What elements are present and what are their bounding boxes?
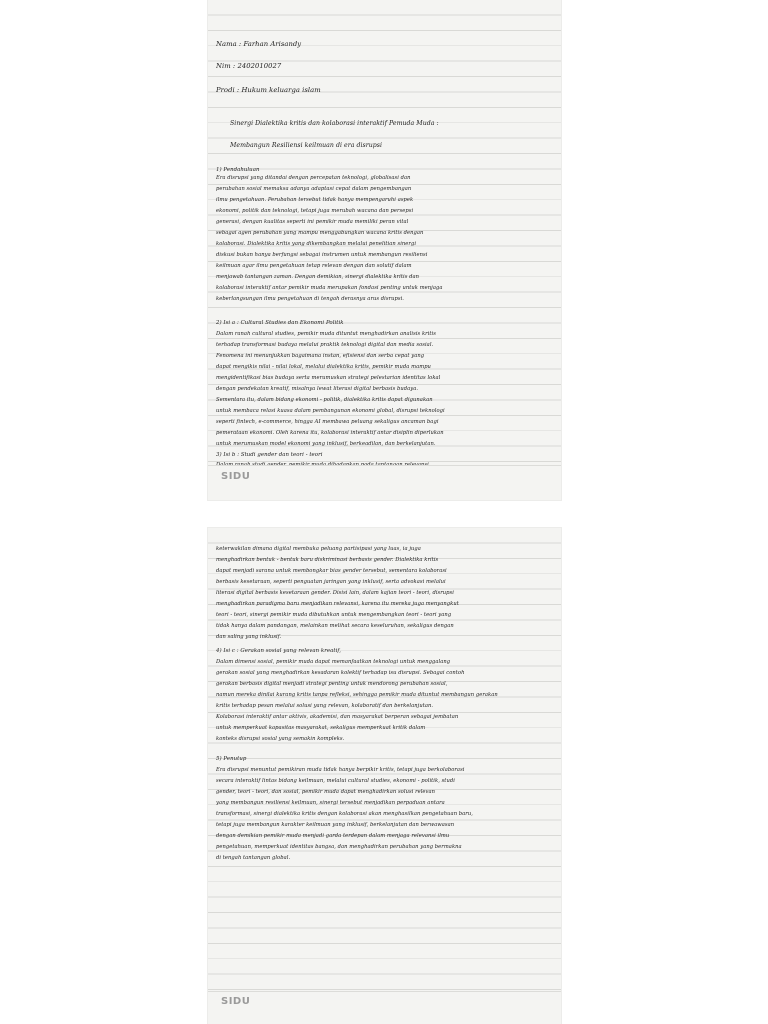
paragraph-line: untuk membaca relasi kuasa dalam pembangunan ekonomi global, disrupsi teknologi — [216, 408, 445, 414]
paragraph-line: Era disrupsi yang ditandai dengan percepatan teknologi, globalisasi dan — [216, 175, 411, 181]
paragraph-line: transformasi, sinergi dialektika kritis dengan kolaborasi akan menghasilkan pengetahuan baru, — [216, 811, 473, 817]
paragraph-line: secara interaktif lintas bidang keilmuan, melalui cultural studies, ekonomi - politik, studi — [216, 778, 455, 784]
paragraph-line: tetapi juga membangun karakter keilmuan yang inklusif, berkelanjutan dan berwawasan — [216, 822, 455, 828]
section-heading-introduction: 1) Pendahuluan — [216, 167, 260, 173]
paragraph-line: dan saling yang inklusif. — [216, 634, 282, 640]
student-nim: Nim : 2402010027 — [216, 62, 282, 70]
paragraph-line: keilmuan agar ilmu pengetahuan tetap relevan dengan dan solutif dalam — [216, 263, 412, 269]
paragraph-line: diskusi bukan hanya berfungsi sebagai instrumen untuk membangun resiliensi — [216, 252, 428, 258]
paragraph-line: keterwakilan dimana digital membuka peluang partisipasi yang luas, ia juga — [216, 546, 421, 552]
paragraph-line: generasi, dengan kualitas seperti ini pemikir muda memiliki peran vital — [216, 219, 409, 225]
paragraph-line: Era disrupsi menuntut pemikiran muda tidak hanya berpikir kritis, tetapi juga berkolaborasi — [216, 767, 465, 773]
notebook-page-1 — [208, 0, 561, 500]
essay-title-line-1: Sinergi Dialektika kritis dan kolaborasi interaktif Pemuda Muda : — [230, 120, 439, 127]
paragraph-line: pemerataan ekonomi. Oleh karena itu, kolaborasi interaktif antar disiplin diperlukan — [216, 430, 444, 436]
paragraph-line: di tengah tantangan global. — [216, 855, 291, 861]
brand-logo: SIDU — [221, 471, 251, 482]
paragraph-line: mengidentifikasi bias budaya serta merumuskan strategi pelestarian identitas lokal — [216, 375, 441, 381]
paragraph-line: pengetahuan, memperkuat identitas bangsa, dan menghadirkan perubahan yang bermakna — [216, 844, 462, 850]
paragraph-line: gerakan sosial yang menghadirkan kesadaran kolektif terhadap isu disrupsi. Sebagai contoh — [216, 670, 465, 676]
section-heading-gender-studies: 3) Isi b : Studi gender dan teori - teori — [216, 452, 323, 458]
paragraph-line: dapat menjadi sarana untuk membongkar bias gender tersebut, sementara kolaborasi — [216, 568, 447, 574]
paragraph-line: berbasis kesetaraan, seperti penguatan jaringan yang inklusif, serta advokasi melalui — [216, 579, 446, 585]
essay-title-line-2: Membangun Resiliensi keilmuan di era disrupsi — [230, 142, 383, 149]
section-heading-cultural-studies: 2) Isi a : Cultural Studies dan Ekonomi Politik — [216, 320, 344, 326]
paragraph-line: menjawab tantangan zaman. Dengan demikian, sinergi dialektika kritis dan — [216, 274, 420, 280]
paragraph-line: yang membangun resiliensi keilmuan, sinergi tersebut menjadikan perpaduan antara — [216, 800, 445, 806]
paragraph-line: Kolaborasi interaktif antar aktivis, akademisi, dan masyarakat berperan sebagai jembatan — [216, 714, 459, 720]
paragraph-line: literasi digital berbasis kesetaraan gender. Disisi lain, dalam kajian teori - teori, disrupsi — [216, 590, 454, 596]
paragraph-line: Fenomena ini menunjukkan bagaimana instan, efisiensi dan serba cepat yang — [216, 353, 425, 359]
paragraph-line: Dalam dimensi sosial, pemikir muda dapat memanfaatkan teknologi untuk menggalang — [216, 659, 451, 665]
page-footer — [208, 991, 561, 1024]
paragraph-line: seperti fintech, e-commerce, hingga AI membawa peluang sekaligus ancaman bagi — [216, 419, 439, 425]
paragraph-line: konteks disrupsi sosial yang semakin kompleks. — [216, 736, 345, 742]
paragraph-line: menghadirkan bentuk - bentuk baru diskriminasi berbasis gender. Dialektika kritis — [216, 557, 439, 563]
paragraph-line: gerakan berbasis digital menjadi strategi penting untuk mendorong perubahan sosial, — [216, 681, 448, 687]
paragraph-line: keberlangsungan ilmu pengetahuan di tengah derasnya arus disrupsi. — [216, 296, 404, 302]
student-prodi: Prodi : Hukum keluarga islam — [216, 86, 321, 94]
paragraph-line: kolaborasi interaktif antar pemikir muda merupakan fondasi penting untuk menjaga — [216, 285, 443, 291]
paragraph-line: perubahan sosial memaksa adanya adaptasi cepat dalam pengembangan — [216, 186, 412, 192]
paragraph-line: kritis terhadap pesan melalui solusi yang relevan, kolaboratif dan berkelanjutan. — [216, 703, 434, 709]
paragraph-line: Sementara itu, dalam bidang ekonomi - politik, dialektika kritis dapat digunakan — [216, 397, 433, 403]
paragraph-line: sebagai agen perubahan yang mampu menggabungkan wacana kritis dengan — [216, 230, 424, 236]
paragraph-line: dengan pendekatan kreatif, misalnya lewat literasi digital berbasis budaya. — [216, 386, 419, 392]
paragraph-line: untuk merumuskan model ekonomi yang inklusif, berkeadilan, dan berkelanjutan. — [216, 441, 436, 447]
paragraph-line: teori - teori, sinergi pemikir muda dibutuhkan untuk mengembangkan teori - teori yang — [216, 612, 452, 618]
paragraph-line: gender, teori - teori, dan sosial, pemikir muda dapat menghadirkan solusi relevan — [216, 789, 436, 795]
paragraph-line: dapat mengikis nilai - nilai lokal, melalui dialektika kritis, pemikir muda mampu — [216, 364, 431, 370]
paragraph-line: dengan demikian pemikir muda menjadi garda terdepan dalam menjaga relevansi ilmu — [216, 833, 450, 839]
paragraph-line: namun mereka dinilai kurang kritis tanpa refleksi, sehingga pemikir muda dituntut membangun gerakan — [216, 692, 498, 698]
paragraph-line: kolaborasi. Dialektika kritis yang dikembangkan melalui penelitian sinergi — [216, 241, 417, 247]
section-heading-social-movement: 4) Isi c : Gerakan sosial yang relevan kreatif, — [216, 648, 341, 654]
paragraph-line: terhadap transformasi budaya melalui praktik teknologi digital dan media sosial. — [216, 342, 434, 348]
notebook-page-2 — [208, 528, 561, 1024]
paragraph-line: Dalam ranah cultural studies, pemikir muda dituntut menghadirkan analisis kritis — [216, 331, 436, 337]
paragraph-line: tidak hanya dalam pandangan, melainkan melihat secara keseluruhan, sekaligus dengan — [216, 623, 454, 629]
paragraph-line: untuk memperkuat kapasitas masyarakat, sekaligus memperkuat kritik dalam — [216, 725, 426, 731]
page-footer — [208, 465, 561, 500]
student-name: Nama : Farhan Arisandy — [216, 40, 302, 48]
brand-logo: SIDU — [221, 996, 251, 1007]
paragraph-line: ilmu pengetahuan. Perubahan tersebut tidak hanya mempengaruhi aspek — [216, 197, 414, 203]
paragraph-line: ekonomi, politik dan teknologi, tetapi juga merubah wacana dan persepsi — [216, 208, 414, 214]
section-heading-conclusion: 5) Penutup — [216, 756, 247, 762]
paragraph-line: menghadirkan paradigma baru menjadikan relevansi, karena itu mereka juga menyangkut — [216, 601, 459, 607]
